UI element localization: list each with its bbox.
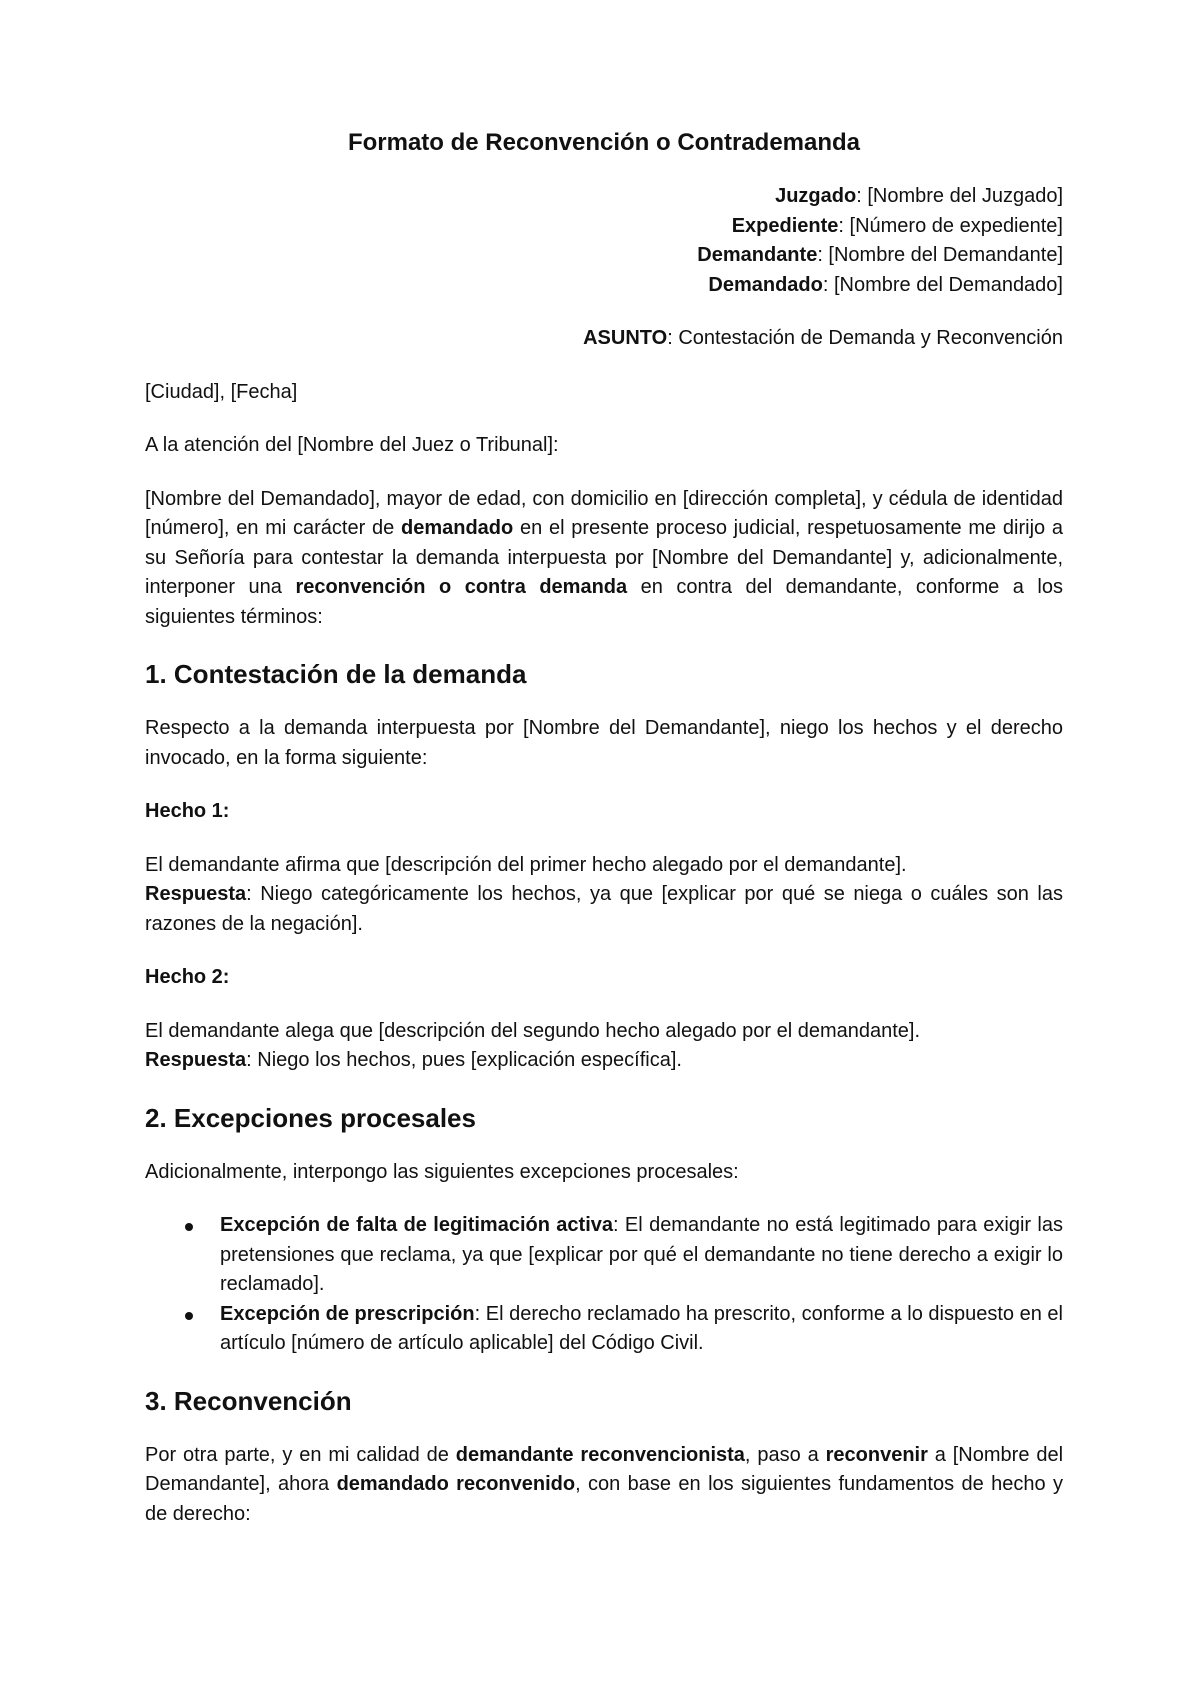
s3-text-2: , paso a (744, 1443, 826, 1466)
fact-2-heading: Hecho 2: (145, 966, 230, 988)
plaintiff-label: Demandante (697, 244, 818, 266)
intro-text-3: en contra del demandante, conforme a los siguientes términos: (145, 576, 1064, 628)
exception-1-text: : El demandante no está legitimado para exigir las pretensiones que reclama, ya que [explicar por qué el demandante no tiene derecho a exigir lo reclamado]. (220, 1214, 1063, 1295)
bullet-icon (185, 1312, 193, 1320)
salutation: A la atención del [Nombre del Juez o Tribunal]: (145, 434, 559, 456)
fact-1-claim: El demandante afirma que [descripción del primer hecho alegado por el demandante]. (145, 853, 907, 876)
court-line (145, 182, 1063, 212)
section-3-paragraph (145, 1441, 1063, 1530)
exception-2-text: : El derecho reclamado ha prescrito, conforme a lo dispuesto en el artículo [número de artículo aplicable] del Código Civil. (220, 1302, 1063, 1354)
fact-1-answer-label: Respuesta (145, 883, 247, 905)
intro-bold-1: demandado (400, 517, 514, 539)
subject-label: ASUNTO (583, 327, 668, 349)
fact-1-paragraph (145, 851, 1063, 940)
defendant-line (145, 271, 1063, 301)
exception-2-label: Excepción de prescripción (220, 1302, 475, 1325)
fact-2-answer-label: Respuesta (145, 1049, 247, 1071)
case-number-label: Expediente (731, 214, 839, 237)
s3-bold-2: reconvenir (825, 1443, 928, 1466)
fact-2-paragraph (145, 1017, 1063, 1076)
fact-1-answer: : Niego categóricamente los hechos, ya que [explicar por qué se niega o cuáles son las razones de la negación]. (145, 883, 1063, 935)
s3-text-3: a [Nombre del Demandante], ahora (145, 1443, 1064, 1495)
section-1-heading: 1. Contestación de la demanda (145, 659, 527, 689)
s3-bold-3: demandado reconvenido (336, 1473, 576, 1495)
document-body (145, 128, 1063, 1529)
fact-1-heading: Hecho 1: (145, 800, 230, 822)
defendant-value: : [Nombre del Demandado] (822, 273, 1063, 296)
case-header (145, 182, 1063, 300)
defendant-label: Demandado (708, 273, 823, 296)
section-1-lead: Respecto a la demanda interpuesta por [Nombre del Demandante], niego los hechos y el derecho invocado, en la forma siguiente: (145, 717, 1063, 769)
plaintiff-value: : [Nombre del Demandante] (817, 244, 1063, 266)
fact-2-claim: El demandante alega que [descripción del segundo hecho alegado por el demandante]. (145, 1019, 921, 1042)
s3-text-1: Por otra parte, y en mi calidad de (145, 1443, 456, 1466)
court-value: : [Nombre del Juzgado] (856, 185, 1063, 207)
bullet-icon (185, 1223, 193, 1231)
section-2-lead: Adicionalmente, interpongo las siguientes excepciones procesales: (145, 1160, 739, 1183)
exceptions-list (145, 1211, 1063, 1359)
place-date: [Ciudad], [Fecha] (145, 380, 298, 403)
subject-line (145, 324, 1063, 354)
section-2-heading: 2. Excepciones procesales (145, 1102, 476, 1133)
case-number-line (145, 212, 1063, 242)
intro-bold-2: reconvención o contra demanda (295, 576, 628, 598)
subject-value: : Contestación de Demanda y Reconvención (667, 327, 1063, 349)
plaintiff-line (145, 241, 1063, 271)
intro-text-2: en el presente proceso judicial, respetuosamente me dirijo a su Señoría para contestar la demanda interpuesta por [Nombre del Demandante] y, adicionalmente, interponer una (145, 517, 1063, 598)
list-item (145, 1300, 1063, 1359)
intro-text-1: [Nombre del Demandado], mayor de edad, con domicilio en [dirección completa], y cédula de identidad [número], en mi carácter de (145, 487, 1063, 539)
intro-paragraph (145, 485, 1063, 633)
fact-2-answer: : Niego los hechos, pues [explicación específica]. (246, 1049, 682, 1071)
exception-1-label: Excepción de falta de legitimación activa (220, 1214, 614, 1236)
court-label: Juzgado (775, 185, 857, 207)
list-item (145, 1211, 1063, 1300)
section-3-heading: 3. Reconvención (145, 1385, 352, 1416)
s3-bold-1: demandante reconvencionista (455, 1443, 745, 1466)
case-number-value: : [Número de expediente] (838, 214, 1063, 237)
document-title: Formato de Reconvención o Contrademanda (347, 129, 861, 156)
s3-text-4: , con base en los siguientes fundamentos de hecho y de derecho: (145, 1473, 1063, 1525)
